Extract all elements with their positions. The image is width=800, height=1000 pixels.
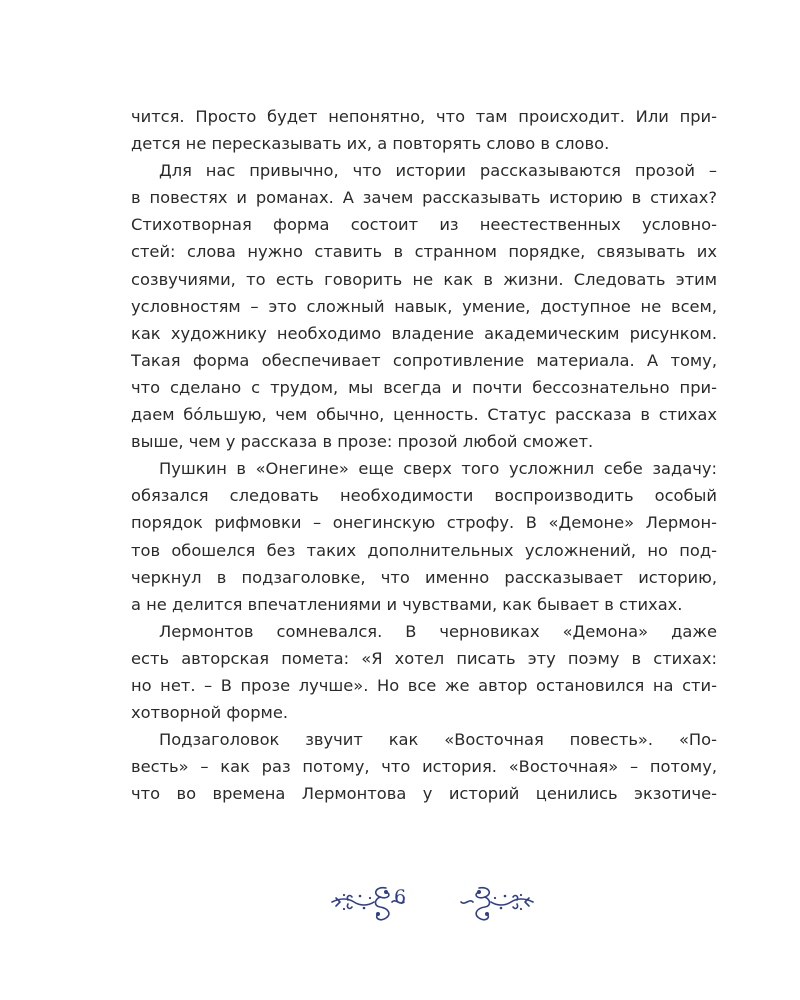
right-flourish-ornament-icon [445, 880, 535, 924]
text-line: Лермонтов сомневался. В черновиках «Демона» даже [159, 621, 717, 641]
text-line: что во времена Лермонтова у историй ценились экзотиче- [131, 784, 717, 804]
text-line: есть авторская помета: «Я хотел писать эту поэму в стихах: [131, 648, 717, 668]
text-line: обязался следовать необходимости воспроизводить особый [131, 486, 717, 506]
text-line: Стихотворная форма состоит из неестественных условно- [131, 215, 717, 235]
text-line: условностям – это сложный навык, умение, доступное не всем, [131, 296, 717, 316]
text-line: Пушкин в «Онегине» еще сверх того усложнил себе задачу: [159, 459, 717, 479]
text-line: выше, чем у рассказа в прозе: прозой любой сможет. [131, 432, 594, 452]
text-line: в повестях и романах. А зачем рассказывать историю в стихах? [131, 188, 717, 208]
text-line: Такая форма обеспечивает сопротивление материала. А тому, [131, 350, 717, 370]
text-line: Подзаголовок звучит как «Восточная повесть». «По- [159, 730, 717, 750]
text-line: а не делится впечатлениями и чувствами, как бывает в стихах. [131, 594, 683, 614]
text-line: стей: слова нужно ставить в странном порядке, связывать их [131, 242, 717, 262]
text-line: порядок рифмовки – онегинскую строфу. В «Демоне» Лермон- [131, 513, 717, 533]
text-line: как художнику необходимо владение академическим рисунком. [131, 323, 717, 343]
page-number: 6 [393, 886, 407, 908]
text-line: тов обошелся без таких дополнительных усложнений, но под- [131, 540, 717, 560]
page-footer [0, 880, 800, 930]
text-line: но нет. – В прозе лучше». Но все же автор остановился на сти- [131, 675, 717, 695]
body-text [131, 103, 717, 807]
text-line: созвучиями, то есть говорить не как в жизни. Следовать этим [131, 269, 717, 289]
text-line: хотворной форме. [131, 703, 289, 723]
text-line: что сделано с трудом, мы всегда и почти бессознательно при- [131, 377, 717, 397]
text-line: весть» – как раз потому, что история. «Восточная» – потому, [131, 757, 717, 777]
text-line: даем бóльшую, чем обычно, ценность. Статус рассказа в стихах [131, 405, 717, 425]
text-line: чится. Просто будет непонятно, что там происходит. Или при- [131, 107, 717, 126]
text-line: дется не пересказывать их, а повторять слово в слово. [131, 134, 610, 154]
text-line: Для нас привычно, что истории рассказываются прозой – [159, 161, 717, 181]
text-line: черкнул в подзаголовке, что именно рассказывает историю, [131, 567, 717, 587]
